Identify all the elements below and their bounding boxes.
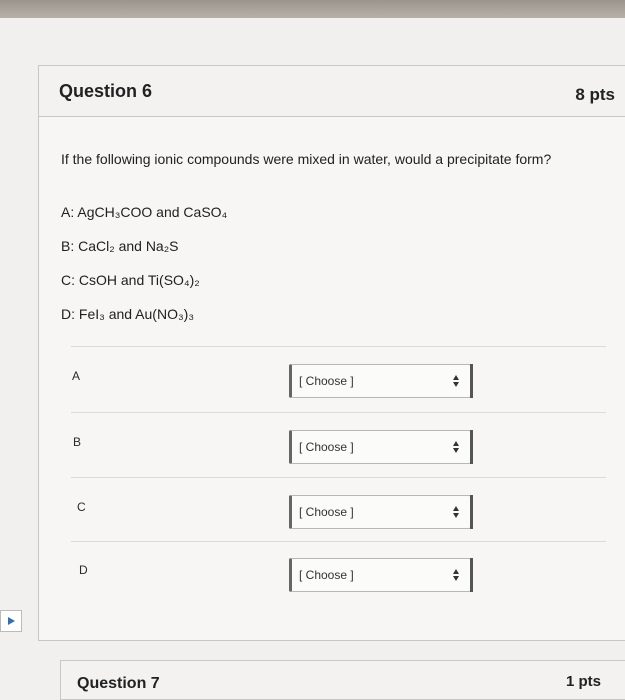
question-header [39,66,625,117]
answer-label-c: C [77,500,86,514]
pair-prefix: B: [61,238,79,254]
answer-select-c[interactable] [289,495,471,529]
next-question-points: 1 pts [565,673,601,690]
divider [71,412,606,413]
next-question-card [60,660,625,700]
select-edge [470,364,473,398]
next-question-title: Question 7 [77,675,160,692]
pair-text: FeI₃ and Au(NO₃)₃ [78,306,195,322]
question-nav-marker[interactable] [0,610,22,632]
answer-label-d: D [79,563,88,577]
up-down-arrows-icon [452,505,460,519]
pair-prefix: D: [61,306,79,322]
select-value: [ Choose ] [299,374,354,388]
select-value: [ Choose ] [299,440,354,454]
answer-select-a[interactable] [289,364,471,398]
pair-text: CaCl₂ and Na₂S [78,238,179,254]
background-top-strip [0,0,625,18]
compound-pair-b [61,238,178,254]
divider [71,346,606,347]
question-points: 8 pts [575,85,615,104]
pair-prefix: C: [61,272,79,288]
select-edge [470,558,473,592]
divider [71,477,606,478]
pair-prefix: A: [61,204,78,220]
compound-pair-d [61,306,194,322]
select-value: [ Choose ] [299,568,354,582]
compound-pair-c [61,272,200,288]
answer-select-b[interactable] [289,430,471,464]
pair-text: AgCH₃COO and CaSO₄ [77,204,228,220]
question-card [38,65,625,641]
up-down-arrows-icon [452,374,460,388]
up-down-arrows-icon [452,440,460,454]
answer-label-a: A [72,369,81,383]
play-triangle-icon [6,616,16,626]
compound-pair-a [61,204,227,220]
answer-select-d[interactable] [289,558,471,592]
up-down-arrows-icon [452,568,460,582]
question-prompt: If the following ionic compounds were mixed in water, would a precipitate form? [61,151,552,167]
select-value: [ Choose ] [299,505,354,519]
answer-label-b: B [73,435,82,449]
page-sheet [0,18,625,700]
select-edge [470,430,473,464]
question-title: Question 6 [59,81,153,101]
select-edge [470,495,473,529]
pair-text: CsOH and Ti(SO₄)₂ [78,272,200,288]
divider [71,541,606,542]
